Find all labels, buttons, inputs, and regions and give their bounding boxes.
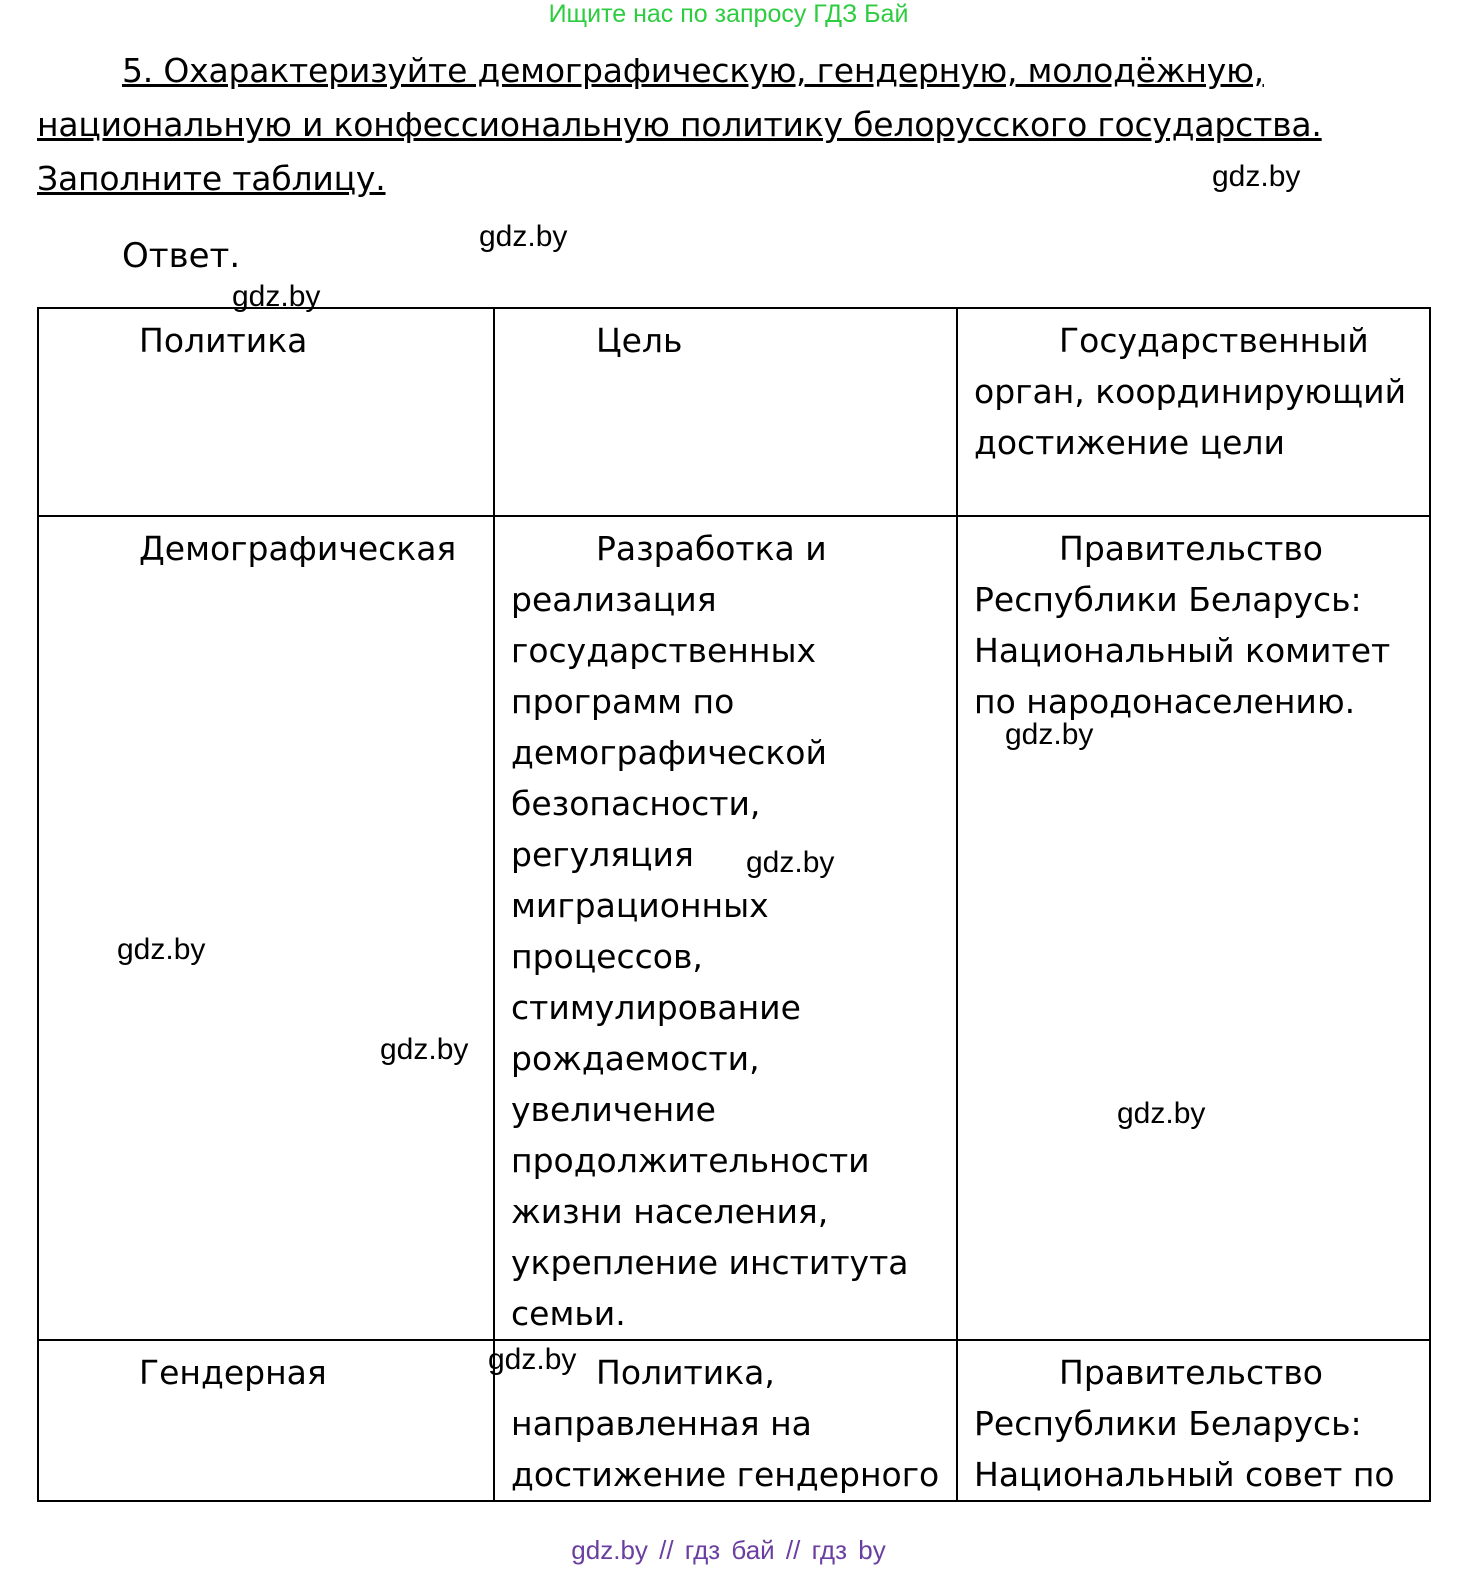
watermark: gdz.by: [117, 933, 206, 966]
policy-cell: Демографическая: [38, 516, 494, 1340]
search-banner: Ищите нас по запросу ГДЗ Бай: [548, 0, 909, 28]
watermark: gdz.by: [479, 220, 568, 253]
watermark: gdz.by: [488, 1343, 577, 1376]
header-policy: Политика: [38, 308, 494, 516]
header-goal: Цель: [494, 308, 957, 516]
watermark: gdz.by: [1117, 1097, 1206, 1130]
watermark: gdz.by: [232, 280, 321, 313]
watermark: gdz.by: [380, 1033, 469, 1066]
task-text: 5. Охарактеризуйте демографическую, гендерную, молодёжную, национальную и конфессиональную политику белорусского государства. Заполните таблицу.: [37, 51, 1322, 198]
watermark: gdz.by: [746, 846, 835, 879]
goal-cell: Политика, направленная на достижение гендерного: [494, 1340, 957, 1501]
watermark: gdz.by: [1005, 718, 1094, 751]
body-cell: Правительство Республики Беларусь: Национальный комитет по народонаселению.: [957, 516, 1430, 1340]
table-row: [38, 1340, 1430, 1501]
body-cell: Правительство Республики Беларусь: Национальный совет по: [957, 1340, 1430, 1501]
answer-label: Ответ.: [122, 236, 241, 276]
table-row: [38, 516, 1430, 1340]
policy-table: [37, 307, 1431, 1502]
watermark: gdz.by: [1212, 160, 1301, 193]
policy-cell: Гендерная: [38, 1340, 494, 1501]
goal-cell: Разработка и реализация государственных программ по демографической безопасности, регуляция миграционных процессов, стимулирование рождаемости, увеличение продолжительности жизни населения, укрепление института семьи.: [494, 516, 957, 1340]
header-body: Государственный орган, координирующий достижение цели: [957, 308, 1430, 516]
footer-links: gdz.by // гдз бай // гдз by: [571, 1535, 886, 1565]
table-header-row: [38, 308, 1430, 516]
